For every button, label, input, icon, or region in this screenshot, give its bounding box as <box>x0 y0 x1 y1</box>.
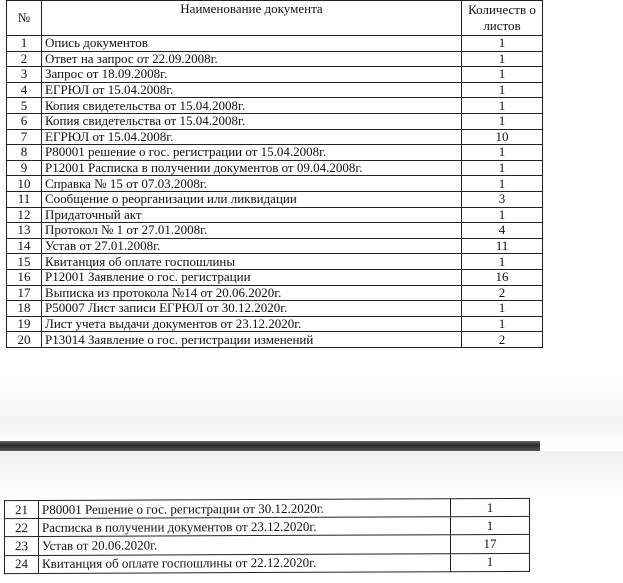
document-name: Р13014 Заявление о гос. регистрации изменений <box>42 332 462 348</box>
sheet-count: 1 <box>462 301 543 317</box>
row-number: 17 <box>7 285 42 301</box>
document-name: ЕГРЮЛ от 15.04.2008г. <box>42 82 462 98</box>
table-row <box>5 535 530 555</box>
sheet-count: 2 <box>462 285 543 301</box>
row-number: 3 <box>7 67 42 83</box>
sheet-count: 3 <box>462 191 543 207</box>
sheet-count: 1 <box>462 316 543 332</box>
table-row <box>7 51 543 67</box>
row-number: 22 <box>5 519 39 537</box>
document-name: Расписка в получении документов от 23.12.2020г. <box>39 517 451 537</box>
scan-shadow-lower <box>0 451 623 495</box>
document-name: Копия свидетельства от 15.04.2008г. <box>42 98 462 114</box>
row-number: 2 <box>7 51 42 67</box>
sheet-count: 2 <box>462 332 543 348</box>
row-number: 10 <box>7 176 42 192</box>
document-name: Запрос от 18.09.2008г. <box>42 67 462 83</box>
row-number: 12 <box>7 207 42 223</box>
row-number: 18 <box>7 301 42 317</box>
table-row <box>7 316 543 332</box>
table-row <box>7 254 543 270</box>
table-row <box>7 67 543 83</box>
table-row <box>7 145 543 161</box>
row-number: 9 <box>7 160 42 176</box>
sheet-count: 17 <box>451 535 530 554</box>
row-number: 7 <box>7 129 42 145</box>
document-name: Копия свидетельства от 15.04.2008г. <box>42 113 462 129</box>
sheet-count: 1 <box>451 498 530 517</box>
table-row <box>7 129 543 145</box>
document-inventory-table-page2 <box>4 498 530 574</box>
sheet-count: 1 <box>462 254 543 270</box>
header-document-name: Наименование документа <box>42 1 462 36</box>
table-header-row <box>7 1 543 36</box>
document-name: Р12001 Заявление о гос. регистрации <box>42 269 462 285</box>
document-name: Ответ на запрос от 22.09.2008г. <box>42 51 462 67</box>
document-name: Р12001 Расписка в получении документов от 09.04.2008г. <box>42 160 462 176</box>
row-number: 20 <box>7 332 42 348</box>
document-name: Р80001 решение о гос. регистрации от 15.04.2008г. <box>42 145 462 161</box>
document-name: Р80001 Решение о гос. регистрации от 30.12.2020г. <box>39 499 451 519</box>
document-name: Справка № 15 от 07.03.2008г. <box>42 176 462 192</box>
table-row <box>7 160 543 176</box>
sheet-count: 1 <box>462 82 543 98</box>
table-row <box>7 238 543 254</box>
sheet-count: 1 <box>451 553 530 572</box>
row-number: 15 <box>7 254 42 270</box>
row-number: 13 <box>7 223 42 239</box>
table-row <box>7 113 543 129</box>
row-number: 21 <box>5 500 39 518</box>
document-name: Квитанция об оплате госпошлины от 22.12.2020г. <box>39 553 451 573</box>
sheet-count: 1 <box>462 36 543 52</box>
row-number: 11 <box>7 191 42 207</box>
document-name: Устав от 27.01.2008г. <box>42 238 462 254</box>
sheet-count: 1 <box>462 207 543 223</box>
sheet-count: 4 <box>462 223 543 239</box>
scan-shadow <box>0 378 623 444</box>
table-row <box>5 517 530 537</box>
document-name: Сообщение о реорганизации или ликвидации <box>42 191 462 207</box>
row-number: 1 <box>7 36 42 52</box>
row-number: 8 <box>7 145 42 161</box>
sheet-count: 1 <box>462 51 543 67</box>
sheet-count: 16 <box>462 269 543 285</box>
document-name: Выписка из протокола №14 от 20.06.2020г. <box>42 285 462 301</box>
sheet-count: 10 <box>462 129 543 145</box>
row-number: 5 <box>7 98 42 114</box>
page-break-divider <box>0 441 540 451</box>
document-name: Р50007 Лист записи ЕГРЮЛ от 30.12.2020г. <box>42 301 462 317</box>
table-row <box>7 301 543 317</box>
row-number: 19 <box>7 316 42 332</box>
table-row <box>5 498 530 518</box>
row-number: 23 <box>5 537 39 555</box>
row-number: 14 <box>7 238 42 254</box>
table-row <box>5 553 530 573</box>
table-row <box>7 176 543 192</box>
sheet-count: 1 <box>462 160 543 176</box>
table-row <box>7 98 543 114</box>
sheet-count: 1 <box>462 145 543 161</box>
row-number: 4 <box>7 82 42 98</box>
table-row <box>7 207 543 223</box>
document-name: Лист учета выдачи документов от 23.12.2020г. <box>42 316 462 332</box>
document-name: Квитанция об оплате госпошлины <box>42 254 462 270</box>
row-number: 16 <box>7 269 42 285</box>
document-name: ЕГРЮЛ от 15.04.2008г. <box>42 129 462 145</box>
table-row <box>7 223 543 239</box>
sheet-count: 1 <box>462 113 543 129</box>
document-name: Протокол № 1 от 27.01.2008г. <box>42 223 462 239</box>
row-number: 24 <box>5 555 39 573</box>
table-row <box>7 82 543 98</box>
document-name: Устав от 20.06.2020г. <box>39 535 451 555</box>
document-name: Опись документов <box>42 36 462 52</box>
table-row <box>7 36 543 52</box>
sheet-count: 1 <box>451 517 530 536</box>
row-number: 6 <box>7 113 42 129</box>
table-row <box>7 269 543 285</box>
table-row <box>7 191 543 207</box>
sheet-count: 1 <box>462 176 543 192</box>
sheet-count: 1 <box>462 98 543 114</box>
sheet-count: 11 <box>462 238 543 254</box>
table-row <box>7 332 543 348</box>
sheet-count: 1 <box>462 67 543 83</box>
header-sheet-count: Количеств о листов <box>462 1 543 36</box>
header-number: № <box>7 1 42 36</box>
table-row <box>7 285 543 301</box>
document-inventory-table-page1 <box>6 0 543 348</box>
document-name: Придаточный акт <box>42 207 462 223</box>
